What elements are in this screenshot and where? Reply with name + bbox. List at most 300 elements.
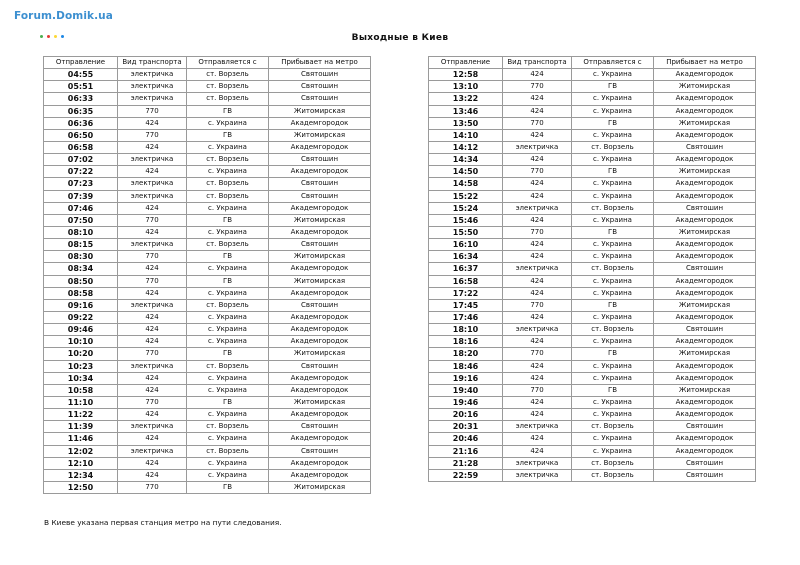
table-row (429, 299, 756, 311)
table-row (429, 226, 756, 238)
arrives-metro-cell: Академгородок (654, 190, 756, 202)
table-row (44, 324, 371, 336)
departs-from-cell: ГВ (187, 275, 269, 287)
arrives-metro-cell: Святошин (269, 190, 371, 202)
transport-cell: 424 (503, 69, 572, 81)
departs-from-cell: с. Украина (572, 93, 654, 105)
departure-time-cell: 15:46 (429, 214, 503, 226)
transport-cell: 424 (118, 324, 187, 336)
table-row (429, 214, 756, 226)
arrives-metro-cell: Академгородок (269, 311, 371, 323)
table-row (429, 409, 756, 421)
table-row (44, 190, 371, 202)
transport-cell: 770 (503, 348, 572, 360)
arrives-metro-cell: Академгородок (269, 469, 371, 481)
departure-time-cell: 09:46 (44, 324, 118, 336)
transport-cell: 770 (118, 396, 187, 408)
departs-from-cell: с. Украина (572, 251, 654, 263)
arrives-metro-cell: Святошин (269, 93, 371, 105)
table-row (429, 154, 756, 166)
table-row (44, 178, 371, 190)
departure-time-cell: 21:28 (429, 457, 503, 469)
transport-cell: 424 (118, 202, 187, 214)
transport-cell: электричка (118, 154, 187, 166)
departure-time-cell: 08:50 (44, 275, 118, 287)
departure-time-cell: 20:16 (429, 409, 503, 421)
table-row (44, 409, 371, 421)
transport-cell: 424 (118, 433, 187, 445)
departure-time-cell: 15:50 (429, 226, 503, 238)
transport-cell: 770 (118, 348, 187, 360)
table-row (44, 372, 371, 384)
arrives-metro-cell: Житомирская (269, 105, 371, 117)
transport-cell: 770 (118, 214, 187, 226)
departure-time-cell: 07:23 (44, 178, 118, 190)
departs-from-cell: с. Украина (572, 445, 654, 457)
table-row (429, 105, 756, 117)
departure-time-cell: 15:22 (429, 190, 503, 202)
departure-time-cell: 10:23 (44, 360, 118, 372)
arrives-metro-cell: Святошин (654, 421, 756, 433)
departs-from-cell: с. Украина (572, 178, 654, 190)
transport-cell: 424 (118, 311, 187, 323)
transport-cell: 770 (118, 105, 187, 117)
departure-time-cell: 08:30 (44, 251, 118, 263)
departs-from-cell: ст. Ворзель (187, 445, 269, 457)
transport-cell: 424 (503, 360, 572, 372)
arrives-metro-cell: Академгородок (654, 287, 756, 299)
departs-from-cell: ст. Ворзель (572, 457, 654, 469)
schedule-body-right (429, 69, 756, 482)
transport-cell: 424 (118, 141, 187, 153)
departs-from-cell: ст. Ворзель (187, 93, 269, 105)
transport-cell: 424 (118, 117, 187, 129)
departure-time-cell: 16:37 (429, 263, 503, 275)
table-row (44, 311, 371, 323)
transport-cell: 424 (118, 226, 187, 238)
departure-time-cell: 16:58 (429, 275, 503, 287)
table-row (44, 469, 371, 481)
departs-from-cell: ст. Ворзель (187, 69, 269, 81)
arrives-metro-cell: Академгородок (269, 263, 371, 275)
departs-from-cell: с. Украина (572, 154, 654, 166)
header-departs-from: Отправляется с (572, 57, 654, 69)
transport-cell: электричка (118, 239, 187, 251)
departure-time-cell: 04:55 (44, 69, 118, 81)
departs-from-cell: ГВ (572, 226, 654, 238)
arrives-metro-cell: Святошин (269, 81, 371, 93)
transport-cell: 424 (503, 178, 572, 190)
header-departure: Отправление (429, 57, 503, 69)
arrives-metro-cell: Святошин (269, 69, 371, 81)
table-row (429, 202, 756, 214)
departure-time-cell: 14:58 (429, 178, 503, 190)
transport-cell: 424 (503, 214, 572, 226)
departs-from-cell: ст. Ворзель (572, 202, 654, 214)
arrives-metro-cell: Святошин (269, 445, 371, 457)
arrives-metro-cell: Академгородок (269, 457, 371, 469)
arrives-metro-cell: Академгородок (269, 372, 371, 384)
header-transport: Вид транспорта (503, 57, 572, 69)
departure-time-cell: 07:46 (44, 202, 118, 214)
arrives-metro-cell: Житомирская (654, 117, 756, 129)
departs-from-cell: ст. Ворзель (187, 154, 269, 166)
transport-cell: 770 (118, 129, 187, 141)
table-row (429, 433, 756, 445)
header-arrives-metro: Прибывает на метро (654, 57, 756, 69)
arrives-metro-cell: Академгородок (654, 129, 756, 141)
departure-time-cell: 12:50 (44, 481, 118, 493)
transport-cell: 424 (503, 287, 572, 299)
departs-from-cell: ГВ (187, 251, 269, 263)
arrives-metro-cell: Житомирская (654, 384, 756, 396)
arrives-metro-cell: Академгородок (269, 141, 371, 153)
departure-time-cell: 07:50 (44, 214, 118, 226)
departs-from-cell: с. Украина (572, 409, 654, 421)
arrives-metro-cell: Академгородок (269, 409, 371, 421)
table-row (429, 324, 756, 336)
departure-time-cell: 16:34 (429, 251, 503, 263)
transport-cell: электричка (503, 263, 572, 275)
table-row (44, 117, 371, 129)
table-row (429, 348, 756, 360)
transport-cell: 770 (118, 275, 187, 287)
departure-time-cell: 11:39 (44, 421, 118, 433)
table-row (44, 81, 371, 93)
table-row (44, 263, 371, 275)
table-row (44, 154, 371, 166)
table-row (429, 275, 756, 287)
departure-time-cell: 15:24 (429, 202, 503, 214)
arrives-metro-cell: Академгородок (654, 69, 756, 81)
arrives-metro-cell: Академгородок (269, 336, 371, 348)
transport-cell: электричка (503, 141, 572, 153)
transport-cell: 424 (503, 251, 572, 263)
transport-cell: электричка (503, 469, 572, 481)
departs-from-cell: с. Украина (187, 336, 269, 348)
departure-time-cell: 20:31 (429, 421, 503, 433)
departs-from-cell: с. Украина (187, 311, 269, 323)
departs-from-cell: ст. Ворзель (187, 421, 269, 433)
transport-cell: 424 (503, 154, 572, 166)
departs-from-cell: ГВ (187, 105, 269, 117)
departure-time-cell: 07:02 (44, 154, 118, 166)
departs-from-cell: ст. Ворзель (187, 299, 269, 311)
transport-cell: 424 (118, 287, 187, 299)
logo-dots (40, 23, 113, 27)
arrives-metro-cell: Академгородок (654, 409, 756, 421)
departure-time-cell: 18:10 (429, 324, 503, 336)
departs-from-cell: с. Украина (187, 384, 269, 396)
arrives-metro-cell: Академгородок (654, 93, 756, 105)
header-transport: Вид транспорта (118, 57, 187, 69)
departs-from-cell: ст. Ворзель (572, 141, 654, 153)
departs-from-cell: ст. Ворзель (187, 239, 269, 251)
departure-time-cell: 14:12 (429, 141, 503, 153)
table-row (44, 202, 371, 214)
transport-cell: 424 (118, 372, 187, 384)
arrives-metro-cell: Житомирская (269, 348, 371, 360)
departs-from-cell: ГВ (187, 481, 269, 493)
transport-cell: 424 (118, 409, 187, 421)
header-departs-from: Отправляется с (187, 57, 269, 69)
departs-from-cell: с. Украина (572, 69, 654, 81)
transport-cell: 424 (118, 457, 187, 469)
departs-from-cell: с. Украина (187, 202, 269, 214)
departure-time-cell: 07:22 (44, 166, 118, 178)
header-arrives-metro: Прибывает на метро (269, 57, 371, 69)
arrives-metro-cell: Академгородок (654, 154, 756, 166)
transport-cell: электричка (118, 360, 187, 372)
table-row (44, 421, 371, 433)
arrives-metro-cell: Академгородок (654, 396, 756, 408)
departs-from-cell: ст. Ворзель (572, 421, 654, 433)
departs-from-cell: с. Украина (187, 324, 269, 336)
page-title: Выходные в Киев (351, 33, 449, 43)
arrives-metro-cell: Житомирская (654, 166, 756, 178)
arrives-metro-cell: Житомирская (654, 81, 756, 93)
transport-cell: 424 (503, 396, 572, 408)
departure-time-cell: 07:39 (44, 190, 118, 202)
departs-from-cell: с. Украина (572, 190, 654, 202)
departure-time-cell: 21:16 (429, 445, 503, 457)
arrives-metro-cell: Академгородок (269, 202, 371, 214)
table-row (429, 396, 756, 408)
transport-cell: электричка (503, 457, 572, 469)
transport-cell: электричка (503, 421, 572, 433)
departure-time-cell: 06:35 (44, 105, 118, 117)
table-row (429, 69, 756, 81)
table-row (44, 384, 371, 396)
arrives-metro-cell: Академгородок (654, 239, 756, 251)
arrives-metro-cell: Академгородок (269, 324, 371, 336)
transport-cell: 770 (503, 166, 572, 178)
table-row (429, 166, 756, 178)
departs-from-cell: ГВ (572, 384, 654, 396)
departure-time-cell: 10:34 (44, 372, 118, 384)
table-row (429, 263, 756, 275)
departs-from-cell: с. Украина (187, 263, 269, 275)
departure-time-cell: 18:16 (429, 336, 503, 348)
transport-cell: электричка (118, 81, 187, 93)
table-row (44, 299, 371, 311)
transport-cell: 424 (503, 275, 572, 287)
table-row (44, 69, 371, 81)
table-row (44, 166, 371, 178)
table-row (429, 360, 756, 372)
transport-cell: 424 (503, 336, 572, 348)
table-row (429, 384, 756, 396)
schedule-table-right (428, 56, 756, 482)
departure-time-cell: 13:50 (429, 117, 503, 129)
footnote: В Киеве указана первая станция метро на пути следования. (44, 518, 282, 527)
arrives-metro-cell: Академгородок (654, 214, 756, 226)
table-row (44, 457, 371, 469)
departure-time-cell: 11:22 (44, 409, 118, 421)
transport-cell: электричка (118, 299, 187, 311)
transport-cell: 770 (503, 117, 572, 129)
transport-cell: 424 (503, 129, 572, 141)
transport-cell: 424 (503, 445, 572, 457)
table-row (44, 214, 371, 226)
departs-from-cell: с. Украина (572, 214, 654, 226)
departs-from-cell: ГВ (572, 117, 654, 129)
table-row (429, 239, 756, 251)
arrives-metro-cell: Академгородок (654, 275, 756, 287)
transport-cell: 770 (503, 226, 572, 238)
departure-time-cell: 20:46 (429, 433, 503, 445)
arrives-metro-cell: Святошин (269, 360, 371, 372)
departure-time-cell: 19:46 (429, 396, 503, 408)
departure-time-cell: 11:10 (44, 396, 118, 408)
transport-cell: 424 (118, 384, 187, 396)
arrives-metro-cell: Академгородок (654, 372, 756, 384)
table-row (429, 287, 756, 299)
departure-time-cell: 08:58 (44, 287, 118, 299)
departs-from-cell: ГВ (572, 166, 654, 178)
arrives-metro-cell: Житомирская (269, 129, 371, 141)
table-row (44, 481, 371, 493)
arrives-metro-cell: Академгородок (269, 226, 371, 238)
arrives-metro-cell: Святошин (654, 263, 756, 275)
table-row (429, 117, 756, 129)
departs-from-cell: с. Украина (572, 396, 654, 408)
departs-from-cell: ст. Ворзель (572, 324, 654, 336)
departure-time-cell: 12:34 (44, 469, 118, 481)
arrives-metro-cell: Академгородок (654, 105, 756, 117)
table-row (44, 348, 371, 360)
arrives-metro-cell: Академгородок (654, 445, 756, 457)
departure-time-cell: 19:40 (429, 384, 503, 396)
arrives-metro-cell: Святошин (269, 239, 371, 251)
departs-from-cell: с. Украина (572, 275, 654, 287)
departure-time-cell: 06:58 (44, 141, 118, 153)
transport-cell: 424 (118, 166, 187, 178)
departs-from-cell: ГВ (187, 214, 269, 226)
departure-time-cell: 18:46 (429, 360, 503, 372)
departs-from-cell: с. Украина (187, 141, 269, 153)
table-row (44, 239, 371, 251)
departure-time-cell: 12:58 (429, 69, 503, 81)
departure-time-cell: 09:22 (44, 311, 118, 323)
arrives-metro-cell: Святошин (654, 141, 756, 153)
arrives-metro-cell: Академгородок (269, 384, 371, 396)
transport-cell: 424 (503, 409, 572, 421)
departs-from-cell: с. Украина (187, 469, 269, 481)
transport-cell: электричка (118, 93, 187, 105)
table-row (429, 469, 756, 481)
departs-from-cell: с. Украина (572, 287, 654, 299)
departs-from-cell: ГВ (572, 348, 654, 360)
table-row (44, 433, 371, 445)
departure-time-cell: 12:02 (44, 445, 118, 457)
arrives-metro-cell: Житомирская (269, 275, 371, 287)
arrives-metro-cell: Академгородок (654, 360, 756, 372)
departure-time-cell: 17:45 (429, 299, 503, 311)
schedule-table-left (43, 56, 371, 494)
header-departure: Отправление (44, 57, 118, 69)
departs-from-cell: ГВ (187, 348, 269, 360)
arrives-metro-cell: Святошин (654, 469, 756, 481)
arrives-metro-cell: Святошин (654, 202, 756, 214)
departs-from-cell: с. Украина (187, 409, 269, 421)
departure-time-cell: 14:50 (429, 166, 503, 178)
departure-time-cell: 17:46 (429, 311, 503, 323)
departure-time-cell: 17:22 (429, 287, 503, 299)
departure-time-cell: 09:16 (44, 299, 118, 311)
departs-from-cell: с. Украина (572, 311, 654, 323)
table-row (429, 336, 756, 348)
table-row (429, 311, 756, 323)
arrives-metro-cell: Академгородок (269, 166, 371, 178)
arrives-metro-cell: Академгородок (654, 311, 756, 323)
departs-from-cell: с. Украина (187, 433, 269, 445)
departure-time-cell: 11:46 (44, 433, 118, 445)
transport-cell: 770 (503, 81, 572, 93)
table-row (429, 445, 756, 457)
transport-cell: электричка (503, 324, 572, 336)
site-logo (14, 10, 113, 27)
arrives-metro-cell: Святошин (654, 324, 756, 336)
transport-cell: 424 (503, 239, 572, 251)
schedule-body-left (44, 69, 371, 494)
departs-from-cell: ст. Ворзель (572, 263, 654, 275)
departs-from-cell: ст. Ворзель (187, 190, 269, 202)
table-row (429, 129, 756, 141)
departs-from-cell: ст. Ворзель (187, 178, 269, 190)
table-row (429, 457, 756, 469)
table-row (429, 81, 756, 93)
departs-from-cell: с. Украина (187, 117, 269, 129)
table-row (44, 287, 371, 299)
departure-time-cell: 08:10 (44, 226, 118, 238)
departs-from-cell: с. Украина (572, 129, 654, 141)
arrives-metro-cell: Академгородок (269, 287, 371, 299)
departs-from-cell: с. Украина (187, 372, 269, 384)
transport-cell: 424 (503, 372, 572, 384)
departs-from-cell: ст. Ворзель (187, 360, 269, 372)
table-header-row (429, 57, 756, 69)
transport-cell: электричка (118, 69, 187, 81)
departs-from-cell: с. Украина (187, 226, 269, 238)
arrives-metro-cell: Житомирская (654, 226, 756, 238)
arrives-metro-cell: Житомирская (269, 396, 371, 408)
departure-time-cell: 19:16 (429, 372, 503, 384)
transport-cell: 424 (118, 469, 187, 481)
transport-cell: 424 (118, 336, 187, 348)
transport-cell: 424 (503, 93, 572, 105)
departs-from-cell: ГВ (187, 396, 269, 408)
table-row (429, 372, 756, 384)
arrives-metro-cell: Житомирская (269, 214, 371, 226)
departure-time-cell: 10:58 (44, 384, 118, 396)
transport-cell: 770 (503, 384, 572, 396)
departs-from-cell: ст. Ворзель (187, 81, 269, 93)
arrives-metro-cell: Святошин (269, 299, 371, 311)
departure-time-cell: 18:20 (429, 348, 503, 360)
table-row (44, 141, 371, 153)
departs-from-cell: с. Украина (572, 105, 654, 117)
arrives-metro-cell: Святошин (269, 154, 371, 166)
arrives-metro-cell: Святошин (269, 178, 371, 190)
departs-from-cell: с. Украина (572, 360, 654, 372)
table-row (44, 129, 371, 141)
transport-cell: 770 (503, 299, 572, 311)
arrives-metro-cell: Академгородок (654, 433, 756, 445)
departs-from-cell: ГВ (187, 129, 269, 141)
departs-from-cell: с. Украина (572, 372, 654, 384)
transport-cell: электричка (503, 202, 572, 214)
